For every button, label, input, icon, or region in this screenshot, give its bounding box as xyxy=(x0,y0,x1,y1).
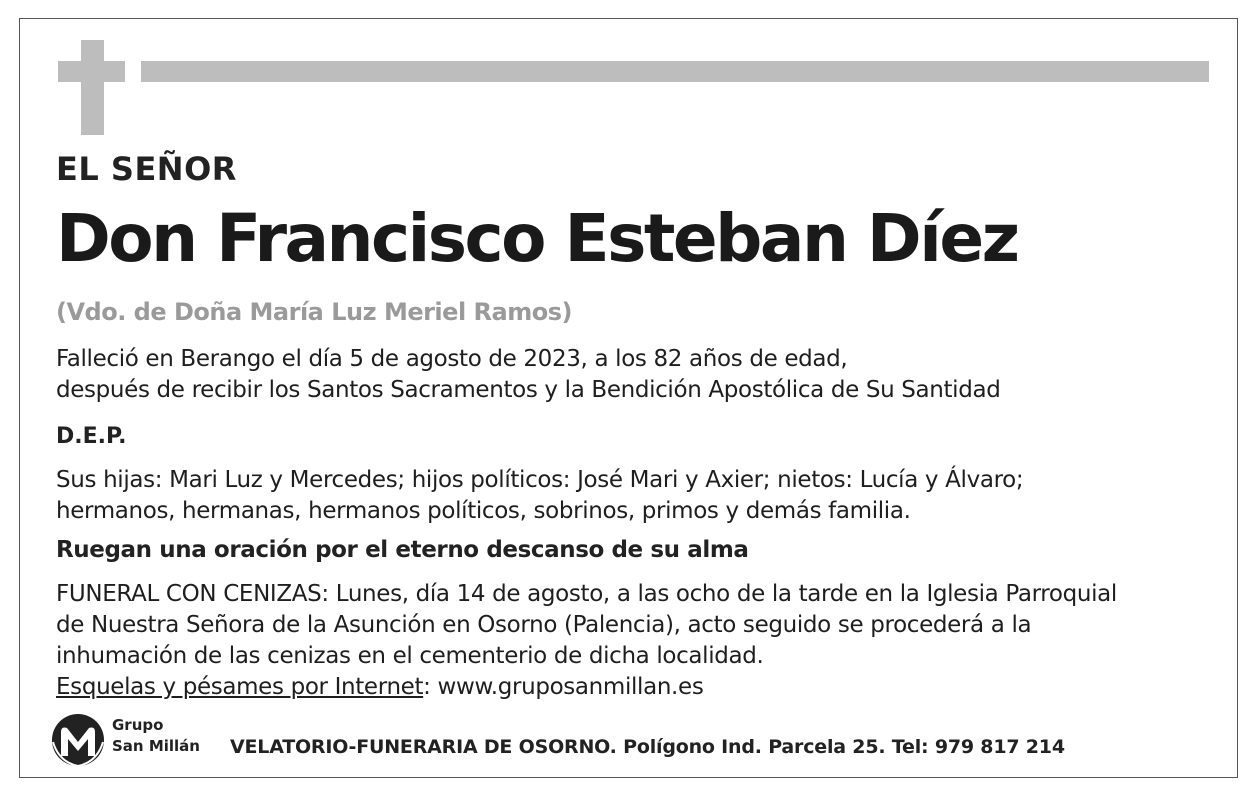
death-details-line: Falleció en Berango el día 5 de agosto de 2023, a los 82 años de edad, xyxy=(56,346,848,372)
prayer-request: Ruegan una oración por el eterno descanso de su alma xyxy=(56,537,749,563)
funeral-line: FUNERAL CON CENIZAS: Lunes, día 14 de agosto, a las ocho de la tarde en la Iglesia Parroquial xyxy=(56,581,1117,607)
death-details xyxy=(56,344,1000,406)
brand-name xyxy=(112,715,200,757)
internet-line xyxy=(56,672,1117,703)
brand-line: Grupo xyxy=(112,716,164,734)
deceased-name: Don Francisco Esteban Díez xyxy=(56,200,1018,277)
cross-icon xyxy=(81,40,104,135)
cross-icon-arm xyxy=(58,61,125,82)
funeral-home-info: VELATORIO-FUNERARIA DE OSORNO. Polígono Ind. Parcela 25. Tel: 979 817 214 xyxy=(230,736,1065,758)
honorific-label: EL SEÑOR xyxy=(56,150,237,188)
family-list xyxy=(56,465,1023,527)
funeral-line: inhumación de las cenizas en el cementerio de dicha localidad. xyxy=(56,643,764,669)
family-line: Sus hijas: Mari Luz y Mercedes; hijos políticos: José Mari y Axier; nietos: Lucía y Álvaro; xyxy=(56,467,1024,493)
dep-label: D.E.P. xyxy=(56,424,127,449)
brand-line: San Millán xyxy=(112,737,200,755)
website-url[interactable]: www.gruposanmillan.es xyxy=(437,674,704,700)
funeral-line: de Nuestra Señora de la Asunción en Osorno (Palencia), acto seguido se procederá a la xyxy=(56,612,1032,638)
widower-note: (Vdo. de Doña María Luz Meriel Ramos) xyxy=(56,298,572,326)
internet-separator: : xyxy=(423,674,438,700)
header-rule xyxy=(141,61,1209,82)
family-line: hermanos, hermanas, hermanos políticos, sobrinos, primos y demás familia. xyxy=(56,498,911,524)
grupo-san-millan-logo-icon xyxy=(49,712,107,768)
funeral-details xyxy=(56,579,1117,703)
internet-condolences-link[interactable]: Esquelas y pésames por Internet xyxy=(56,674,424,700)
death-details-line: después de recibir los Santos Sacramentos y la Bendición Apostólica de Su Santidad xyxy=(56,377,1001,403)
